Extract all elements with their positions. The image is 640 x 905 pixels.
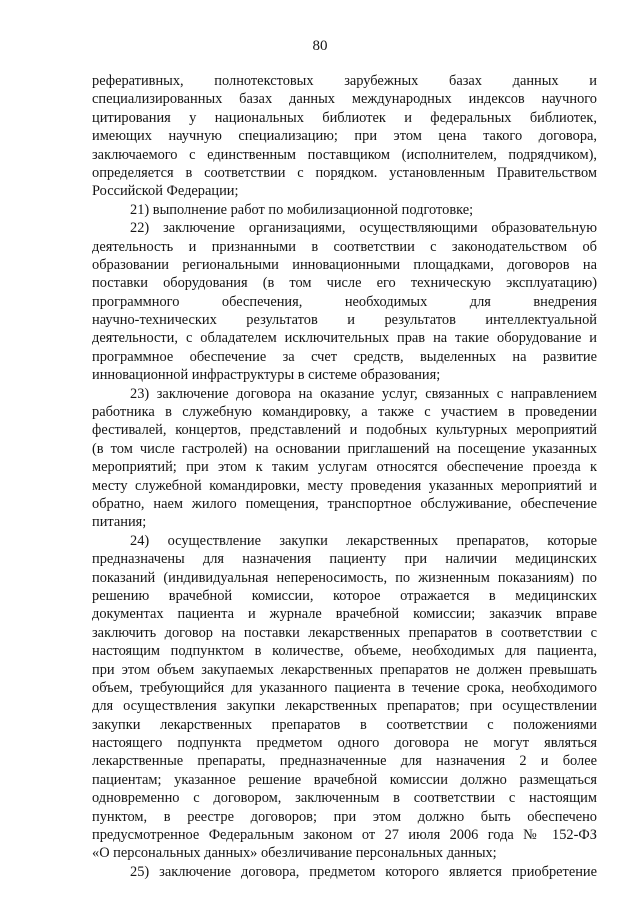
text-line: питания; bbox=[92, 514, 147, 531]
text-line: настоящего подпункта предметом одного договора не могут являться bbox=[92, 735, 597, 752]
text-line: деятельности, с обладателем исключительных прав на такие оборудование и bbox=[92, 330, 597, 347]
text-line: для осуществления закупки лекарственных препаратов; при осуществлении bbox=[92, 698, 597, 715]
text-line: пациентам; указанное решение врачебной комиссии должно размещаться bbox=[92, 771, 597, 788]
text-line: настоящим подпунктом в количестве, объеме, необходимых для пациента, bbox=[92, 643, 597, 660]
text-line: предусмотренное Федеральным законом от 27 июля 2006 года № 152-ФЗ bbox=[92, 827, 597, 844]
text-line: деятельность и признанными в соответствии с законодательством об bbox=[92, 238, 597, 255]
text-line: предназначены для назначения пациенту при наличии медицинских bbox=[92, 551, 597, 568]
text-line: 25) заключение договора, предметом которого является приобретение bbox=[130, 863, 597, 880]
text-line: одновременно с договором, заключенным в соответствии с настоящим bbox=[92, 790, 597, 807]
text-line: 24) осуществление закупки лекарственных препаратов, которые bbox=[130, 532, 597, 549]
text-line: фестивалей, концертов, представлений и подобных культурных мероприятий bbox=[92, 422, 597, 439]
text-line: лекарственные препараты, предназначенные для назначения 2 и более bbox=[92, 753, 597, 770]
text-line: мероприятий; при этом к таким услугам относятся обеспечение проезда к bbox=[92, 459, 597, 476]
text-line: 23) заключение договора на оказание услуг, связанных с направлением bbox=[130, 385, 597, 402]
text-line: при этом объем закупаемых лекарственных препаратов не должен превышать bbox=[92, 661, 597, 678]
text-line: инновационной инфраструктуры в системе образования; bbox=[92, 367, 441, 384]
text-line: объем, требующийся для указанного пациента в течение срока, необходимого bbox=[92, 679, 597, 696]
text-line: научно-технических результатов и результатов интеллектуальной bbox=[92, 312, 597, 329]
text-line: решению врачебной комиссии, которое отражается в медицинских bbox=[92, 587, 597, 604]
text-line: (в том числе гастролей) на основании приглашений на посещение указанных bbox=[92, 440, 597, 457]
page-number: 80 bbox=[312, 38, 328, 54]
text-line: поставки оборудования (в том числе его техническую эксплуатацию) bbox=[92, 275, 597, 292]
text-line: «О персональных данных» обезличивание персональных данных; bbox=[92, 845, 497, 862]
document-body bbox=[92, 72, 597, 881]
text-line: показаний (индивидуальная непереносимость, по жизненным показаниям) по bbox=[92, 569, 597, 586]
text-line: работника в служебную командировку, а также с участием в проведении bbox=[92, 404, 597, 421]
text-line: Российской Федерации; bbox=[92, 183, 239, 200]
text-line: 22) заключение организациями, осуществляющими образовательную bbox=[130, 220, 597, 237]
text-line: имеющих научную специализацию; при этом цена такого договора, bbox=[92, 128, 597, 145]
text-line: документах пациента и журнале врачебной комиссии; заказчик вправе bbox=[92, 606, 597, 623]
text-line: заключаемого с единственным поставщиком (исполнителем, подрядчиком), bbox=[92, 146, 597, 163]
text-line: образовании региональными инновационными площадками, договоров на bbox=[92, 256, 597, 273]
text-line: реферативных, полнотекстовых зарубежных базах данных и bbox=[92, 73, 597, 89]
text-line: программное обеспечение за счет средств, выделенных на развитие bbox=[92, 348, 597, 365]
text-line: месту служебной командировки, месту проведения указанных мероприятий и bbox=[92, 477, 597, 494]
text-line: закупки лекарственных препаратов в соответствии с положениями bbox=[92, 716, 597, 733]
text-line: обратно, наем жилого помещения, транспортное обслуживание, обеспечение bbox=[92, 495, 597, 512]
text-line: программного обеспечения, необходимых для внедрения bbox=[92, 293, 597, 310]
text-line: специализированных базах данных международных индексов научного bbox=[92, 91, 597, 108]
text-line: цитирования у национальных библиотек и федеральных библиотек, bbox=[92, 109, 597, 126]
text-line: заключить договор на поставки лекарственных препаратов в соответствии с bbox=[92, 624, 597, 641]
text-line: 21) выполнение работ по мобилизационной подготовке; bbox=[130, 201, 474, 218]
text-line: пунктом, в реестре договоров; при этом должно быть обеспечено bbox=[92, 808, 597, 825]
text-line: определяется в соответствии с порядком. установленным Правительством bbox=[92, 164, 597, 181]
